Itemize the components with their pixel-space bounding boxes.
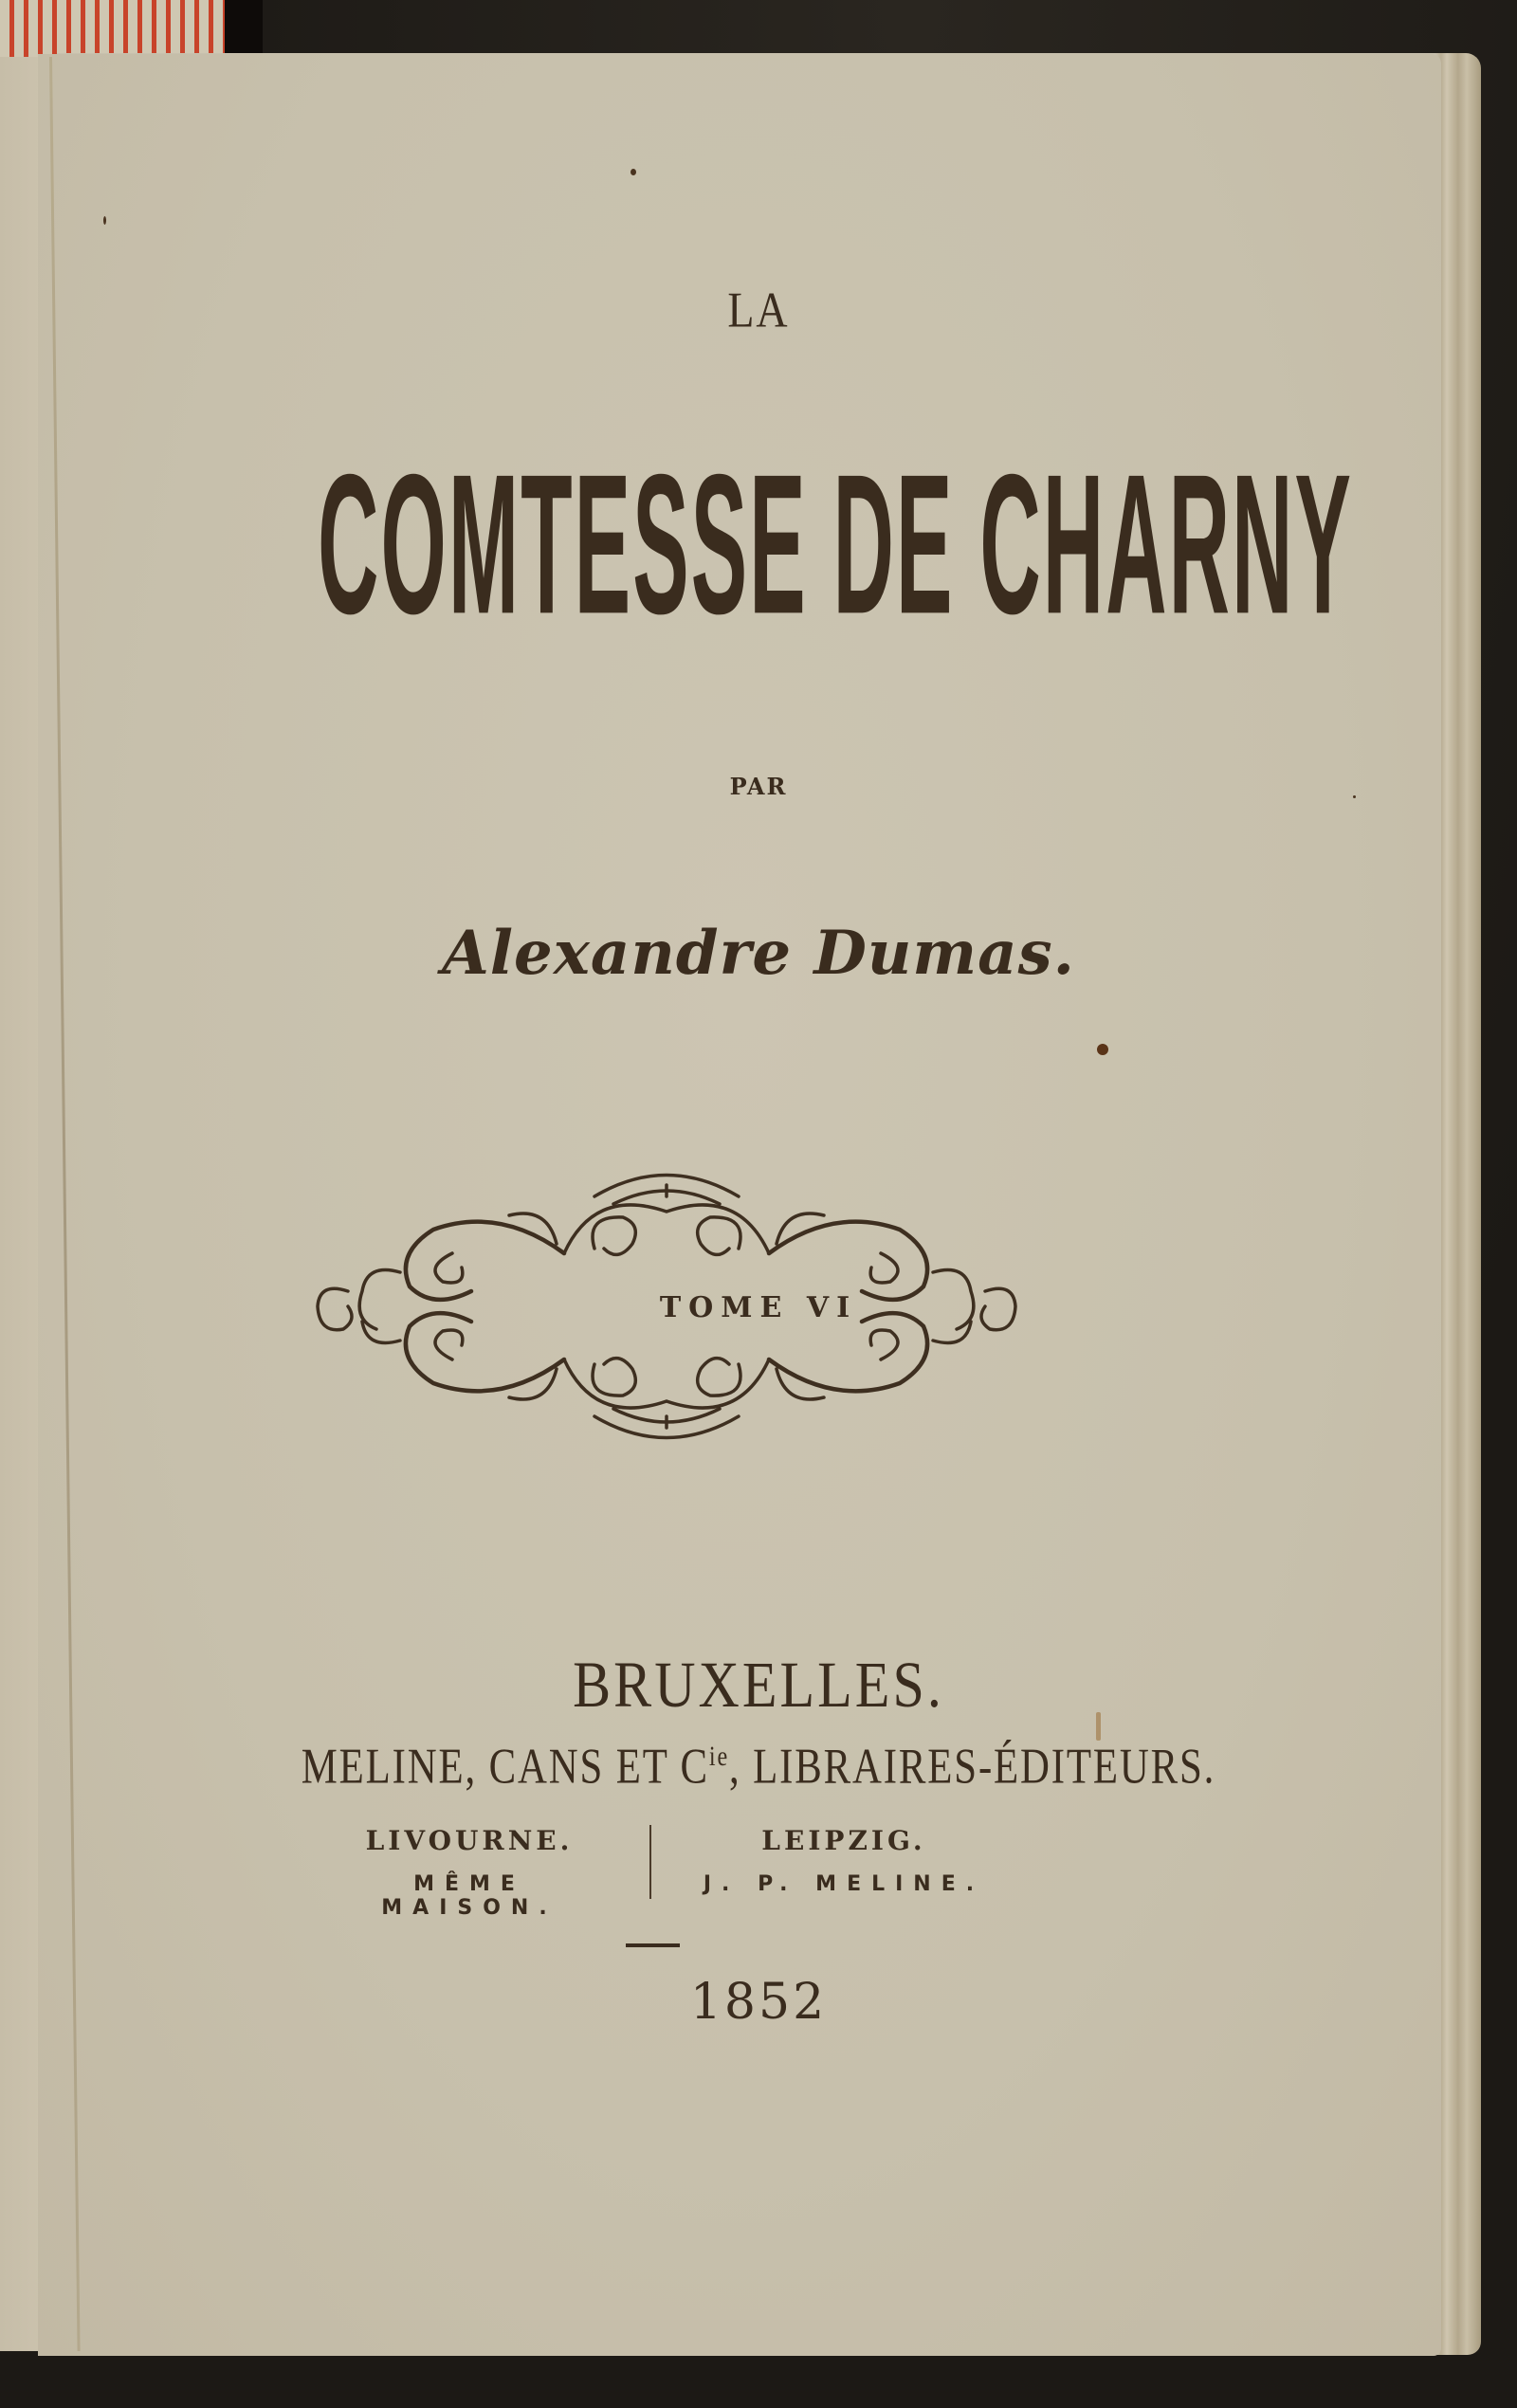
publisher-superscript: ie [708,1740,730,1772]
publication-city: BRUXELLES. [573,1648,944,1721]
branch-city: LIVOURNE. [365,1825,574,1856]
paper-speck [631,169,636,175]
title-article: LA [727,282,790,337]
publisher-name: MELINE, CANS ET C [301,1738,709,1794]
branch-detail: J. P. MELINE. [703,1872,985,1896]
horizontal-rule [626,1943,680,1947]
book-title: COMTESSE DE CHARNY [318,432,1354,656]
paper-speck [103,216,106,225]
branch-city: LEIPZIG. [761,1825,926,1856]
publication-year: 1852 [689,1974,828,2031]
spine-shadow [225,0,263,57]
branch-detail: MÊME MAISON. [381,1872,557,1920]
by-label: PAR [729,773,788,800]
publisher-role: , LIBRAIRES-ÉDITEURS. [729,1738,1216,1794]
volume-label: TOME VI [659,1291,858,1324]
branch-leipzig [692,1825,996,1896]
ink-spot [1097,1044,1108,1055]
publisher-line [53,1737,1464,1795]
branch-livourne [318,1825,621,1920]
author-name: Alexandre Dumas. [442,918,1075,989]
branch-divider [649,1825,651,1899]
